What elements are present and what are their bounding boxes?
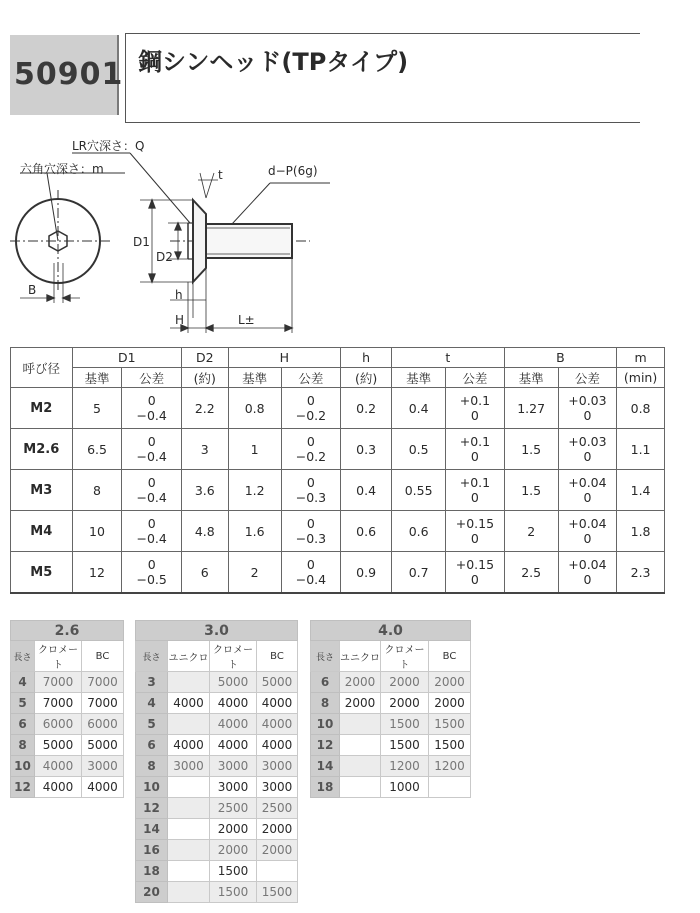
stock-column-header: 長さ: [136, 641, 168, 672]
H-cell: 2: [228, 552, 281, 594]
stock-title-row: [136, 621, 298, 641]
stock-quantity-cell: 4000: [168, 735, 210, 756]
tol-lower: −0.4: [136, 449, 167, 464]
t-cell: 0.4: [392, 388, 446, 429]
tol-upper: +0.1: [459, 475, 491, 490]
t-tol-cell: [446, 429, 504, 470]
d1-tol-cell: [122, 552, 181, 594]
tol-lower: −0.3: [295, 490, 327, 505]
stock-row: [311, 714, 471, 735]
tol-lower: −0.4: [136, 490, 167, 505]
stock-row: [311, 777, 471, 798]
stock-quantity-cell: 2000: [340, 672, 381, 693]
stock-row: [311, 693, 471, 714]
B-tol-header: 公差: [558, 368, 616, 388]
product-code-box: [10, 35, 124, 115]
h-cell: 0.6: [341, 511, 392, 552]
B-header: B: [504, 348, 617, 368]
stock-length-cell: 10: [311, 714, 340, 735]
stock-quantity-cell: 7000: [82, 693, 124, 714]
stock-length-cell: 20: [136, 882, 168, 903]
stock-title-row: [311, 621, 471, 641]
hex-depth-label: 六角穴深さ：m: [20, 162, 104, 176]
tol-lower: −0.5: [136, 572, 167, 587]
stock-quantity-cell: [340, 777, 381, 798]
stock-quantity-cell: [168, 777, 210, 798]
stock-quantity-cell: 2000: [429, 693, 471, 714]
product-title: 鋼シンヘッド(TPタイプ): [138, 48, 409, 76]
tol-upper: +0.15: [455, 516, 495, 531]
tol-upper: +0.03: [568, 434, 607, 449]
spec-row: [11, 388, 665, 429]
tol-lower: 0: [583, 408, 592, 423]
stock-quantity-cell: 1200: [381, 756, 429, 777]
stock-row: [136, 714, 298, 735]
t-tol-cell: [446, 511, 504, 552]
stock-column-header: 長さ: [311, 641, 340, 672]
tol-lower: 0: [583, 572, 592, 587]
side-view: [72, 153, 330, 333]
stock-diameter-title: 3.0: [136, 621, 298, 641]
stock-length-cell: 14: [311, 756, 340, 777]
b-label: B: [28, 283, 37, 297]
stock-column-header: 長さ: [11, 641, 35, 672]
stock-row: [11, 672, 124, 693]
tol-lower: 0: [583, 531, 592, 546]
d1-label: D1: [133, 235, 150, 249]
stock-diameter-title: 2.6: [11, 621, 124, 641]
stock-quantity-cell: 2000: [381, 672, 429, 693]
stock-row: [136, 777, 298, 798]
t-tol-header: 公差: [446, 368, 504, 388]
tol-upper: 0: [147, 393, 156, 408]
tol-lower: −0.3: [295, 531, 327, 546]
stock-quantity-cell: [168, 882, 210, 903]
spec-header-row-2: [11, 368, 665, 388]
nominal-cell: M2.6: [11, 429, 73, 470]
h-approx-header: (約): [341, 368, 392, 388]
stock-length-cell: 18: [136, 861, 168, 882]
stock-quantity-cell: 1500: [210, 882, 257, 903]
tol-upper: 0: [306, 557, 315, 572]
stock-quantity-cell: 4000: [257, 735, 298, 756]
h-header: h: [341, 348, 392, 368]
stock-quantity-cell: 3000: [210, 756, 257, 777]
tol-upper: 0: [306, 393, 315, 408]
t-cell: 0.7: [392, 552, 446, 594]
t-tol-cell: [446, 552, 504, 594]
m-cell: 0.8: [617, 388, 665, 429]
tol-upper: +0.1: [459, 393, 491, 408]
stock-length-cell: 5: [136, 714, 168, 735]
spec-header-row-1: [11, 348, 665, 368]
stock-row: [136, 861, 298, 882]
B-tol-cell: [558, 470, 616, 511]
tol-upper: +0.04: [568, 557, 607, 572]
stock-quantity-cell: [340, 756, 381, 777]
stock-quantity-cell: 7000: [82, 672, 124, 693]
stock-row: [11, 756, 124, 777]
t-cell: 0.55: [392, 470, 446, 511]
stock-quantity-cell: 1500: [381, 714, 429, 735]
stock-quantity-cell: 7000: [35, 672, 82, 693]
stock-quantity-cell: 3000: [168, 756, 210, 777]
stock-quantity-cell: 2000: [210, 840, 257, 861]
stock-row: [11, 777, 124, 798]
stock-row: [136, 735, 298, 756]
tol-lower: 0: [470, 449, 479, 464]
spec-row: [11, 552, 665, 594]
stock-length-cell: 12: [136, 798, 168, 819]
stock-quantity-cell: 2000: [257, 819, 298, 840]
stock-length-cell: 10: [11, 756, 35, 777]
tol-lower: −0.2: [295, 408, 327, 423]
m-min-header: (min): [617, 368, 665, 388]
h-label: h: [175, 288, 183, 302]
B-cell: 1.5: [504, 470, 558, 511]
d1-cell: 12: [72, 552, 122, 594]
H-cell: 1.6: [228, 511, 281, 552]
H-tol-cell: [281, 429, 340, 470]
stock-quantity-cell: 4000: [257, 693, 298, 714]
tol-upper: +0.03: [568, 393, 607, 408]
L-label: L±: [238, 313, 255, 327]
stock-quantity-cell: 4000: [35, 756, 82, 777]
title-rule-left: [125, 33, 126, 123]
stock-row: [136, 798, 298, 819]
stock-quantity-cell: 5000: [35, 735, 82, 756]
B-tol-cell: [558, 388, 616, 429]
stock-quantity-cell: 2000: [340, 693, 381, 714]
d1-std-header: 基準: [72, 368, 122, 388]
stock-row: [136, 672, 298, 693]
stock-quantity-cell: 6000: [35, 714, 82, 735]
H-header: H: [228, 348, 341, 368]
B-cell: 2: [504, 511, 558, 552]
stock-length-cell: 16: [136, 840, 168, 861]
tol-lower: −0.4: [136, 531, 167, 546]
d2-header: D2: [181, 348, 228, 368]
t-cell: 0.5: [392, 429, 446, 470]
stock-quantity-cell: 4000: [210, 693, 257, 714]
stock-quantity-cell: 1000: [381, 777, 429, 798]
stock-column-header-row: [311, 641, 471, 672]
stock-quantity-cell: [168, 672, 210, 693]
stock-quantity-cell: 6000: [82, 714, 124, 735]
B-std-header: 基準: [504, 368, 558, 388]
stock-quantity-cell: 5000: [210, 672, 257, 693]
stock-row: [136, 756, 298, 777]
nominal-cell: M3: [11, 470, 73, 511]
tol-upper: 0: [306, 475, 315, 490]
stock-quantity-cell: [340, 714, 381, 735]
H-cell: 0.8: [228, 388, 281, 429]
stock-quantity-cell: 5000: [257, 672, 298, 693]
d2-cell: 4.8: [181, 511, 228, 552]
stock-length-cell: 4: [11, 672, 35, 693]
B-cell: 1.5: [504, 429, 558, 470]
stock-length-cell: 18: [311, 777, 340, 798]
tol-lower: 0: [470, 408, 479, 423]
tol-lower: 0: [583, 490, 592, 505]
B-cell: 2.5: [504, 552, 558, 594]
d1-tol-cell: [122, 388, 181, 429]
stock-row: [311, 735, 471, 756]
stock-quantity-cell: 2500: [257, 798, 298, 819]
stock-column-header: ユニクロ: [168, 641, 210, 672]
B-tol-cell: [558, 552, 616, 594]
stock-title-row: [11, 621, 124, 641]
stock-quantity-cell: 1200: [429, 756, 471, 777]
stock-length-cell: 8: [136, 756, 168, 777]
stock-quantity-cell: 4000: [168, 693, 210, 714]
stock-quantity-cell: 3000: [210, 777, 257, 798]
tol-upper: +0.15: [455, 557, 495, 572]
stock-quantity-cell: 4000: [257, 714, 298, 735]
H-tol-header: 公差: [281, 368, 340, 388]
B-tol-cell: [558, 429, 616, 470]
H-std-header: 基準: [228, 368, 281, 388]
stock-length-cell: 3: [136, 672, 168, 693]
stock-quantity-cell: 5000: [82, 735, 124, 756]
stock-row: [311, 672, 471, 693]
stock-quantity-cell: 1500: [210, 861, 257, 882]
stock-diameter-title: 4.0: [311, 621, 471, 641]
H-tol-cell: [281, 552, 340, 594]
tol-lower: −0.4: [295, 572, 327, 587]
stock-table-2-6: [10, 620, 124, 798]
B-cell: 1.27: [504, 388, 558, 429]
stock-column-header: ユニクロ: [340, 641, 381, 672]
H-cell: 1: [228, 429, 281, 470]
stock-column-header-row: [11, 641, 124, 672]
d1-cell: 5: [72, 388, 122, 429]
stock-quantity-cell: [257, 861, 298, 882]
tol-lower: 0: [470, 572, 479, 587]
stock-quantity-cell: [168, 798, 210, 819]
tol-lower: −0.4: [136, 408, 167, 423]
product-code: 50901: [14, 57, 124, 92]
stock-row: [311, 756, 471, 777]
d1-tol-cell: [122, 511, 181, 552]
stock-quantity-cell: 1500: [257, 882, 298, 903]
H-tol-cell: [281, 511, 340, 552]
d2-label: D2: [156, 250, 173, 264]
stock-quantity-cell: 3000: [257, 756, 298, 777]
tol-upper: 0: [147, 475, 156, 490]
spec-row: [11, 470, 665, 511]
tol-upper: +0.04: [568, 516, 607, 531]
stock-row: [11, 714, 124, 735]
stock-length-cell: 12: [11, 777, 35, 798]
stock-row: [136, 819, 298, 840]
tol-upper: 0: [306, 516, 315, 531]
stock-length-cell: 5: [11, 693, 35, 714]
tol-upper: 0: [147, 434, 156, 449]
h-cell: 0.3: [341, 429, 392, 470]
stock-row: [136, 840, 298, 861]
stock-row: [136, 882, 298, 903]
stock-quantity-cell: [340, 735, 381, 756]
stock-length-cell: 10: [136, 777, 168, 798]
stock-row: [11, 735, 124, 756]
stock-column-header: クロメート: [35, 641, 82, 672]
stock-quantity-cell: 2500: [210, 798, 257, 819]
h-cell: 0.4: [341, 470, 392, 511]
stock-quantity-cell: 1500: [429, 714, 471, 735]
stock-length-cell: 6: [136, 735, 168, 756]
stock-quantity-cell: 3000: [257, 777, 298, 798]
t-label: t: [218, 168, 223, 182]
stock-length-cell: 8: [11, 735, 35, 756]
d1-cell: 8: [72, 470, 122, 511]
spec-table: [10, 347, 665, 594]
t-header: t: [392, 348, 505, 368]
stock-length-cell: 6: [311, 672, 340, 693]
t-tol-cell: [446, 388, 504, 429]
h-cell: 0.2: [341, 388, 392, 429]
spec-row: [11, 429, 665, 470]
tol-lower: 0: [583, 449, 592, 464]
stock-quantity-cell: 4000: [210, 735, 257, 756]
stock-quantity-cell: [429, 777, 471, 798]
tol-upper: 0: [147, 516, 156, 531]
lr-depth-label: LR穴深さ：Q: [72, 139, 145, 153]
stock-row: [11, 693, 124, 714]
d1-tol-header: 公差: [122, 368, 181, 388]
m-header: m: [617, 348, 665, 368]
stock-column-header: クロメート: [381, 641, 429, 672]
stock-quantity-cell: 2000: [257, 840, 298, 861]
stock-column-header: BC: [429, 641, 471, 672]
tol-upper: +0.04: [568, 475, 607, 490]
tol-upper: 0: [147, 557, 156, 572]
d2-cell: 6: [181, 552, 228, 594]
stock-length-cell: 6: [11, 714, 35, 735]
m-cell: 2.3: [617, 552, 665, 594]
m-cell: 1.4: [617, 470, 665, 511]
d2-cell: 3.6: [181, 470, 228, 511]
d1-cell: 6.5: [72, 429, 122, 470]
nominal-cell: M5: [11, 552, 73, 594]
t-std-header: 基準: [392, 368, 446, 388]
nominal-cell: M4: [11, 511, 73, 552]
stock-quantity-cell: 4000: [35, 777, 82, 798]
stock-quantity-cell: [168, 840, 210, 861]
stock-row: [136, 693, 298, 714]
tol-upper: +0.1: [459, 434, 491, 449]
thread-label: d−P(6g): [268, 164, 318, 178]
d2-cell: 2.2: [181, 388, 228, 429]
title-rule-top: [125, 33, 640, 34]
H-tol-cell: [281, 470, 340, 511]
stock-column-header: BC: [257, 641, 298, 672]
stock-column-header: クロメート: [210, 641, 257, 672]
stock-quantity-cell: 1500: [429, 735, 471, 756]
t-cell: 0.6: [392, 511, 446, 552]
stock-quantity-cell: 4000: [82, 777, 124, 798]
d1-tol-cell: [122, 429, 181, 470]
stock-quantity-cell: 2000: [381, 693, 429, 714]
stock-quantity-cell: [168, 819, 210, 840]
d1-header: D1: [72, 348, 181, 368]
stock-quantity-cell: 4000: [210, 714, 257, 735]
stock-length-cell: 12: [311, 735, 340, 756]
tol-lower: −0.2: [295, 449, 327, 464]
stock-length-cell: 4: [136, 693, 168, 714]
stock-quantity-cell: [168, 714, 210, 735]
title-rule-bottom: [125, 122, 640, 123]
H-label: H: [175, 313, 185, 327]
t-tol-cell: [446, 470, 504, 511]
stock-table-4-0: [310, 620, 471, 798]
d1-cell: 10: [72, 511, 122, 552]
m-cell: 1.1: [617, 429, 665, 470]
stock-quantity-cell: 2000: [429, 672, 471, 693]
stock-length-cell: 8: [311, 693, 340, 714]
B-tol-cell: [558, 511, 616, 552]
technical-drawing: [0, 128, 700, 343]
stock-quantity-cell: 1500: [381, 735, 429, 756]
stock-quantity-cell: 2000: [210, 819, 257, 840]
stock-quantity-cell: [168, 861, 210, 882]
stock-column-header: BC: [82, 641, 124, 672]
spec-row: [11, 511, 665, 552]
stock-table-3-0: [135, 620, 298, 903]
tol-upper: 0: [306, 434, 315, 449]
m-cell: 1.8: [617, 511, 665, 552]
H-tol-cell: [281, 388, 340, 429]
d2-cell: 3: [181, 429, 228, 470]
stock-column-header-row: [136, 641, 298, 672]
d2-approx-header: (約): [181, 368, 228, 388]
nominal-cell: M2: [11, 388, 73, 429]
tol-lower: 0: [470, 490, 479, 505]
nominal-header: 呼び径: [11, 348, 73, 388]
stock-length-cell: 14: [136, 819, 168, 840]
tol-lower: 0: [470, 531, 479, 546]
stock-quantity-cell: 7000: [35, 693, 82, 714]
d1-tol-cell: [122, 470, 181, 511]
H-cell: 1.2: [228, 470, 281, 511]
h-cell: 0.9: [341, 552, 392, 594]
stock-quantity-cell: 3000: [82, 756, 124, 777]
